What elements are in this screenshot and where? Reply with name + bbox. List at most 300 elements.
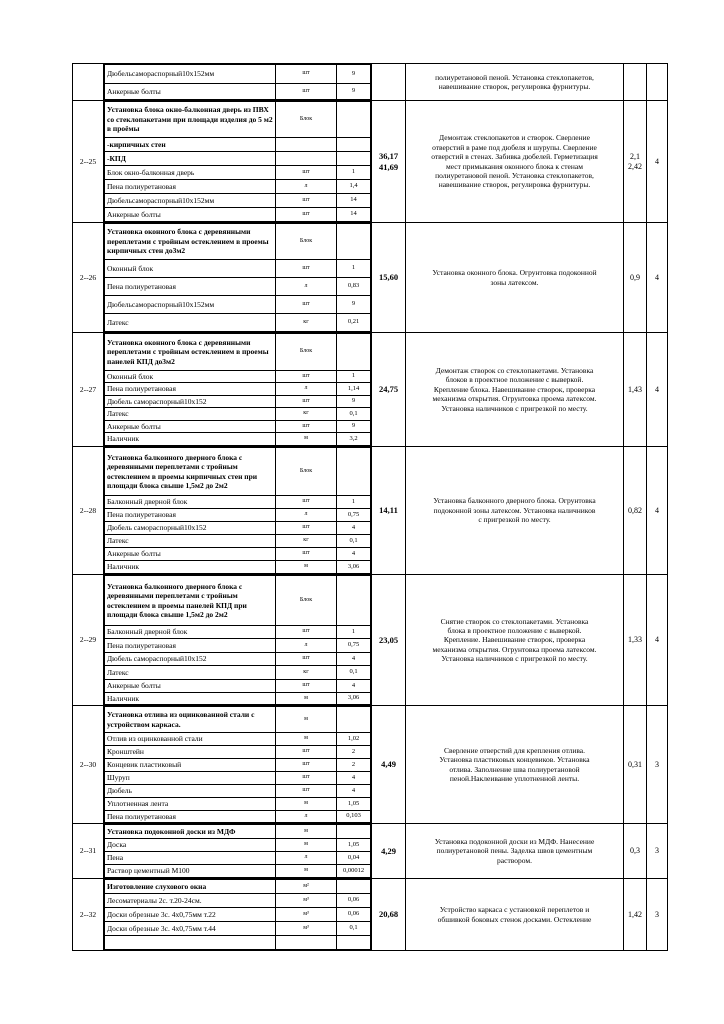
category-cell: 3 (647, 824, 668, 879)
item-unit: м (276, 839, 337, 852)
item-name: Изготовление слухового окна (105, 880, 276, 894)
item-unit: м³ (276, 922, 337, 936)
item-qty: 1,4 (337, 180, 371, 194)
item-qty (337, 936, 371, 950)
description-cell (406, 879, 624, 951)
item-row (105, 772, 371, 785)
item-row (105, 448, 371, 496)
item-unit: шт (276, 746, 337, 759)
item-row (105, 65, 371, 84)
description-cell (406, 333, 624, 447)
coefficient-cell (624, 333, 647, 447)
coefficient-value: 0,9 (630, 272, 640, 282)
coefficient-cell (624, 706, 647, 824)
coefficient-cell (624, 879, 647, 951)
item-unit: м² (276, 880, 337, 894)
description-line: Установка наличников с пригрезкой по месту. (441, 654, 588, 664)
item-unit: шт (276, 194, 337, 208)
items-cell (104, 879, 372, 951)
item-qty (337, 707, 371, 733)
item-name: Отлив из оцинкованной стали (105, 733, 276, 746)
description-line: обшивкой боковых стенок досками. Остекление (437, 914, 592, 924)
item-qty: 0,1 (337, 535, 371, 548)
description-line: Установка оконного блока. Огрунтовка подоконной (432, 268, 597, 278)
item-row (105, 433, 371, 446)
item-qty: 1,02 (337, 733, 371, 746)
table-row (73, 223, 668, 333)
item-unit: л (276, 180, 337, 194)
table-row (73, 575, 668, 706)
coefficient-cell (624, 575, 647, 706)
item-qty: 1 (337, 496, 371, 509)
description-line: Установка пластиковых концевиков. Установка (439, 755, 590, 765)
items-list (104, 879, 371, 950)
items-list (104, 223, 371, 332)
item-name: Латекс (105, 314, 276, 332)
item-name: Лесоматериалы 2с. т.20-24см. (105, 894, 276, 908)
item-qty: 0,83 (337, 278, 371, 296)
table-row (73, 706, 668, 824)
description-line: пеной.Наклеивание уплотненной ленты. (449, 773, 580, 783)
item-name: Установка оконного блока с деревянными переплетами с тройным остеклением в проемы панелей КПД до3м2 (105, 334, 276, 371)
duration-cell (372, 223, 406, 333)
item-unit: шт (276, 84, 337, 100)
item-row (105, 334, 371, 371)
item-unit: м (276, 561, 337, 574)
item-qty: 9 (337, 421, 371, 433)
item-name: Наличник (105, 561, 276, 574)
row-number: 2--32 (73, 879, 104, 951)
item-qty: 0,1 (337, 666, 371, 680)
description-line: Установка балконного дверного блока. Огрунтовка (433, 496, 596, 506)
item-unit: л (276, 852, 337, 865)
item-qty: 9 (337, 65, 371, 84)
items-list (104, 575, 371, 705)
item-row (105, 371, 371, 383)
item-name: Кронштейн (105, 746, 276, 759)
item-name: Дюбель (105, 785, 276, 798)
duration-cell (372, 879, 406, 951)
item-row (105, 421, 371, 433)
item-name: Пена полиуретановая (105, 639, 276, 653)
item-name: Концевик пластиковый (105, 759, 276, 772)
item-row (105, 166, 371, 180)
coefficient-value: 0,82 (628, 505, 642, 515)
description-line: Крепление. Навешивание створок, проверка (443, 635, 586, 645)
item-unit: м (276, 825, 337, 839)
item-name: Блок окно-балконная дверь (105, 166, 276, 180)
duration-cell (372, 706, 406, 824)
item-row (105, 535, 371, 548)
category-cell: 3 (647, 879, 668, 951)
item-unit (276, 936, 337, 950)
item-qty: 9 (337, 84, 371, 100)
item-unit: м³ (276, 894, 337, 908)
item-qty: 0,1 (337, 922, 371, 936)
coefficient-value: 1,42 (628, 909, 642, 919)
item-unit: л (276, 509, 337, 522)
items-cell (104, 824, 372, 879)
item-name: Дюбель самораспорный10х152 (105, 653, 276, 666)
item-unit: шт (276, 548, 337, 561)
duration-value: 23,05 (378, 634, 399, 645)
item-row (105, 224, 371, 260)
item-qty: 1 (337, 626, 371, 639)
item-qty: 0,1 (337, 408, 371, 421)
item-name: Установка балконного дверного блока с деревянными переплетами с тройным остеклением в проемы кирпичных стен при площади блока свыше 1,5м2 до 2м2 (105, 448, 276, 496)
duration-cell (372, 333, 406, 447)
duration-value: 15,60 (378, 272, 399, 283)
description-line: навешивание створок, регулировка фурнитуры. (438, 180, 591, 190)
duration-value: 14,11 (379, 505, 398, 516)
coefficient-value: 1,33 (628, 635, 642, 644)
item-name: Шуруп (105, 772, 276, 785)
item-qty: 4 (337, 785, 371, 798)
item-unit: шт (276, 260, 337, 278)
duration-value: 41,69 (378, 161, 399, 172)
item-unit: м (276, 733, 337, 746)
item-unit: м (276, 865, 337, 878)
item-unit: шт (276, 759, 337, 772)
items-cell (104, 447, 372, 575)
item-unit: м (276, 693, 337, 705)
row-number: 2--31 (73, 824, 104, 879)
items-list (104, 333, 371, 446)
item-qty: 2 (337, 746, 371, 759)
description-line: Сверление отверстий для крепления отлива. (444, 745, 585, 755)
coefficient-value: 2,42 (628, 161, 642, 171)
item-qty: 0,00012 (337, 865, 371, 878)
works-table (72, 63, 668, 951)
item-qty: 1 (337, 166, 371, 180)
item-unit: м (276, 433, 337, 446)
description-line: Устройство каркаса с установкой переплетов и (439, 905, 590, 915)
item-unit: шт (276, 496, 337, 509)
item-unit: Блок (276, 576, 337, 626)
item-row (105, 653, 371, 666)
description-cell (406, 101, 624, 223)
item-name: Пена полиуретановая (105, 180, 276, 194)
category-cell: 4 (647, 101, 668, 223)
item-row (105, 509, 371, 522)
description-line: отверстий в стенах. Забивка дюбелей. Герметизация (431, 152, 598, 162)
item-unit: шт (276, 208, 337, 222)
description-line: отверстий в раме под дюбеля и шурупы. Сверление (432, 142, 597, 152)
duration-cell (372, 575, 406, 706)
item-row (105, 746, 371, 759)
item-name: Уплотненная лента (105, 798, 276, 811)
description-cell (406, 824, 624, 879)
description-line: механизма открытия. Огрунтовка проема латексом. (432, 394, 597, 404)
item-name: Пена полиуретановая (105, 278, 276, 296)
row-number: 2--29 (73, 575, 104, 706)
duration-cell (372, 447, 406, 575)
item-qty: 9 (337, 396, 371, 408)
item-name: Балконный дверной блок (105, 626, 276, 639)
item-row (105, 278, 371, 296)
item-name: Латекс (105, 535, 276, 548)
category-cell: 4 (647, 575, 668, 706)
item-qty (337, 576, 371, 626)
item-name (105, 936, 276, 950)
item-name: Оконный блок (105, 260, 276, 278)
row-number: 2--25 (73, 101, 104, 223)
table-row (73, 64, 668, 101)
description-line: мест примыкания оконного блока к стенам (446, 161, 583, 171)
table-row (73, 824, 668, 879)
item-qty: 3,06 (337, 561, 371, 574)
duration-cell (372, 824, 406, 879)
category-cell: 4 (647, 447, 668, 575)
item-row (105, 314, 371, 332)
item-name: Дюбельсамораспорный10х152мм (105, 296, 276, 314)
item-name: Пена полиуретановая (105, 383, 276, 396)
item-name: Дюбель самораспорный10х152 (105, 522, 276, 535)
item-qty (337, 138, 371, 152)
row-number (73, 64, 104, 101)
item-qty: 14 (337, 208, 371, 222)
item-qty: 0,103 (337, 811, 371, 823)
item-qty (337, 880, 371, 894)
category-cell (647, 64, 668, 101)
item-qty: 0,06 (337, 894, 371, 908)
item-name: Балконный дверной блок (105, 496, 276, 509)
item-unit: шт (276, 396, 337, 408)
description-line: блока в проектное положение с выверкой. (447, 625, 582, 635)
item-qty: 9 (337, 296, 371, 314)
item-unit: л (276, 811, 337, 823)
items-list (104, 706, 371, 823)
item-row (105, 84, 371, 100)
item-row (105, 496, 371, 509)
item-unit: м (276, 707, 337, 733)
description-cell (406, 223, 624, 333)
item-unit: шт (276, 371, 337, 383)
item-qty: 0,75 (337, 639, 371, 653)
description-cell (406, 64, 624, 101)
item-unit: л (276, 278, 337, 296)
item-row (105, 852, 371, 865)
item-qty (337, 825, 371, 839)
item-name: Установка блока окно-балконная дверь из ПВХ со стеклопакетами при площади изделия до 5 м2 в проёмы (105, 102, 276, 138)
item-name: -КПД (105, 152, 276, 166)
item-name: Анкерные болты (105, 548, 276, 561)
item-qty: 0,04 (337, 852, 371, 865)
item-row (105, 383, 371, 396)
item-name: Дюбельсамораспорный10х152мм (105, 65, 276, 84)
item-unit: м (276, 798, 337, 811)
item-row (105, 811, 371, 823)
coefficient-value: 0,31 (628, 759, 642, 769)
item-name: Дюбельсамораспорный10х152мм (105, 194, 276, 208)
item-unit: шт (276, 166, 337, 180)
item-row (105, 138, 371, 152)
description-line: зоны латексом. (490, 277, 539, 287)
item-name: Установка подоконной доски из МДФ (105, 825, 276, 839)
description-line: отлива. Заполнение шва полиуретановой (449, 764, 580, 774)
category-cell: 4 (647, 223, 668, 333)
item-name: Доски обрезные 3с. 4х0,75мм т.22 (105, 908, 276, 922)
description-line: с пригрезкой по месту. (478, 515, 551, 525)
item-row (105, 208, 371, 222)
row-number: 2--26 (73, 223, 104, 333)
item-unit: шт (276, 296, 337, 314)
item-name: Латекс (105, 666, 276, 680)
item-row (105, 922, 371, 936)
item-row (105, 396, 371, 408)
duration-value: 4,29 (381, 845, 396, 856)
item-qty: 3,06 (337, 693, 371, 705)
description-line: механизма открытия. Огрунтовка проема латексом. (432, 644, 597, 654)
item-row (105, 194, 371, 208)
item-qty: 1 (337, 371, 371, 383)
item-qty: 1,05 (337, 839, 371, 852)
item-row (105, 707, 371, 733)
coefficient-cell (624, 64, 647, 101)
item-qty: 0,06 (337, 908, 371, 922)
item-unit: шт (276, 65, 337, 84)
item-row (105, 152, 371, 166)
items-cell (104, 101, 372, 223)
item-qty (337, 152, 371, 166)
item-row (105, 296, 371, 314)
item-qty: 4 (337, 680, 371, 693)
item-unit: Блок (276, 102, 337, 138)
description-line: подоконной зоны латексом. Установка наличников (433, 505, 596, 515)
item-row (105, 865, 371, 878)
item-unit: Блок (276, 448, 337, 496)
row-number: 2--27 (73, 333, 104, 447)
item-row (105, 894, 371, 908)
item-row (105, 576, 371, 626)
item-row (105, 102, 371, 138)
description-cell (406, 575, 624, 706)
items-cell (104, 223, 372, 333)
item-qty: 0,21 (337, 314, 371, 332)
category-cell: 3 (647, 706, 668, 824)
coefficient-cell (624, 223, 647, 333)
row-number: 2--28 (73, 447, 104, 575)
item-name: -кирпичных стен (105, 138, 276, 152)
item-qty: 0,75 (337, 509, 371, 522)
item-name: Пена полиуретановая (105, 509, 276, 522)
item-unit: шт (276, 680, 337, 693)
item-unit: шт (276, 421, 337, 433)
item-name: Анкерные болты (105, 680, 276, 693)
items-list (104, 824, 371, 878)
table-row (73, 333, 668, 447)
table-row (73, 101, 668, 223)
item-row (105, 561, 371, 574)
items-list (104, 101, 371, 222)
item-unit: шт (276, 785, 337, 798)
items-cell (104, 64, 372, 101)
item-qty: 4 (337, 548, 371, 561)
item-qty: 1,05 (337, 798, 371, 811)
item-row (105, 260, 371, 278)
item-row (105, 180, 371, 194)
item-qty (337, 224, 371, 260)
item-unit: шт (276, 772, 337, 785)
items-cell (104, 333, 372, 447)
item-unit: кг (276, 535, 337, 548)
item-name: Доски обрезные 3с. 4х0,75мм т.44 (105, 922, 276, 936)
duration-value: 24,75 (378, 384, 399, 395)
table-row (73, 447, 668, 575)
item-name: Дюбель самораспорный10х152 (105, 396, 276, 408)
item-row (105, 880, 371, 894)
item-qty: 4 (337, 522, 371, 535)
item-qty: 14 (337, 194, 371, 208)
item-name: Раствор цементный М100 (105, 865, 276, 878)
item-row (105, 626, 371, 639)
item-qty: 1 (337, 260, 371, 278)
duration-value: 20,68 (378, 909, 399, 920)
item-name: Анкерные болты (105, 208, 276, 222)
item-row (105, 759, 371, 772)
item-name: Установка балконного дверного блока с деревянными переплетами с тройным остеклением в проемы панелей КПД при площади блока свыше 1,5м2 до 2м2 (105, 576, 276, 626)
item-qty: 4 (337, 772, 371, 785)
description-line: Демонтаж створок со стеклопакетами. Установка (435, 366, 594, 376)
item-unit: л (276, 639, 337, 653)
description-line: полиуретановой пеной. Установка стеклопакетов, (435, 170, 594, 180)
item-row (105, 785, 371, 798)
item-row (105, 408, 371, 421)
duration-cell (372, 64, 406, 101)
item-row (105, 733, 371, 746)
item-row (105, 839, 371, 852)
duration-cell (372, 101, 406, 223)
item-name: Пена полиуретановая (105, 811, 276, 823)
description-cell (406, 447, 624, 575)
coefficient-cell (624, 101, 647, 223)
description-line: Демонтаж стеклопакетов и створок. Сверление (439, 133, 590, 143)
item-qty: 1,14 (337, 383, 371, 396)
description-line: Установка подоконной доски из МДФ. Нанесение (434, 836, 595, 846)
description-line: полиуретановой пены. Заделка швов цементным (436, 846, 593, 856)
description-line: полиуретановой пеной. Установка стеклопакетов, (435, 72, 594, 82)
item-name: Доска (105, 839, 276, 852)
item-unit: кг (276, 408, 337, 421)
item-row (105, 548, 371, 561)
item-row (105, 680, 371, 693)
item-row (105, 936, 371, 950)
description-line: навешивание створок, регулировка фурнитуры. (438, 82, 591, 91)
item-row (105, 639, 371, 653)
category-cell: 4 (647, 333, 668, 447)
item-unit: кг (276, 666, 337, 680)
item-name: Установка оконного блока с деревянными переплетами с тройным остеклением в проемы кирпичных стен до3м2 (105, 224, 276, 260)
item-name: Оконный блок (105, 371, 276, 383)
table-row (73, 879, 668, 951)
item-qty: 2 (337, 759, 371, 772)
item-unit (276, 152, 337, 166)
duration-value: 4,49 (381, 759, 396, 770)
item-unit: м³ (276, 908, 337, 922)
item-qty: 3,2 (337, 433, 371, 446)
description-line: раствором. (497, 855, 532, 865)
description-line: Установка наличников с пригрезкой по месту. (441, 403, 588, 413)
item-row (105, 798, 371, 811)
description-line: Крепление блока. Навешивание створок, проверка (433, 384, 596, 394)
coefficient-value: 2,1 (630, 151, 640, 161)
item-row (105, 693, 371, 705)
item-unit: шт (276, 653, 337, 666)
duration-value: 36,17 (378, 150, 399, 161)
item-name: Наличник (105, 433, 276, 446)
item-row (105, 825, 371, 839)
row-number: 2--30 (73, 706, 104, 824)
